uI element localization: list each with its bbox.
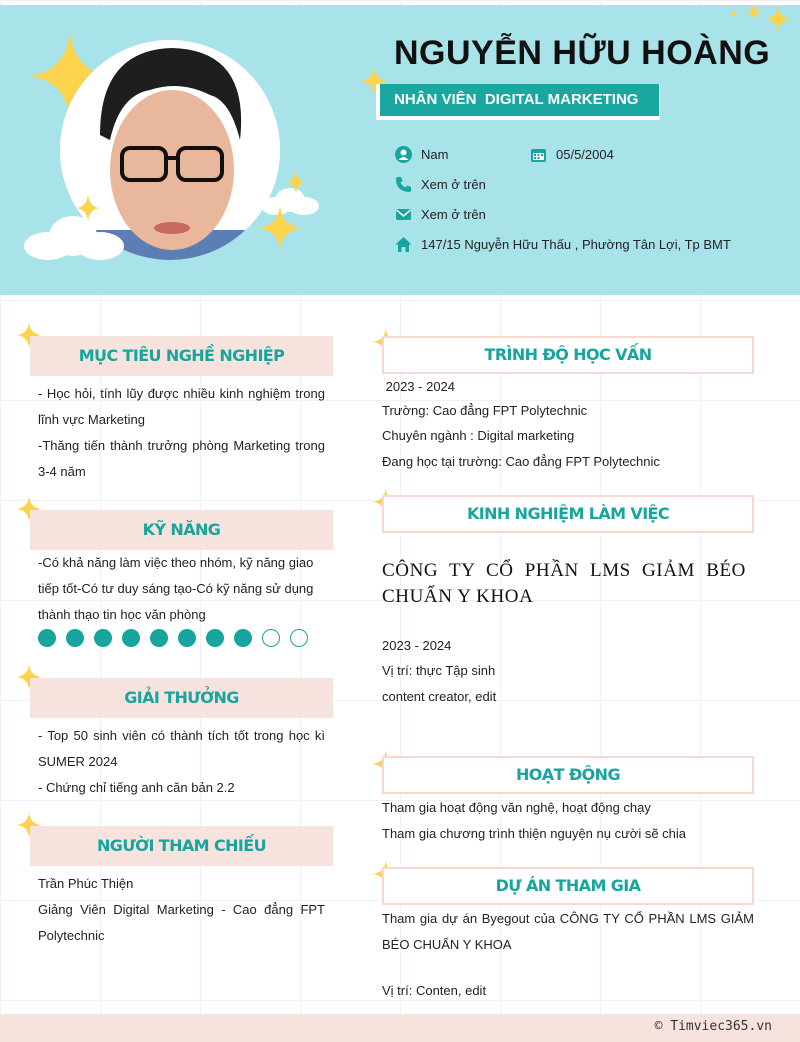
education-heading: TRÌNH ĐỘ HỌC VẤN [382, 336, 754, 374]
references-heading: NGƯỜI THAM CHIẾU [30, 826, 333, 866]
phone-value: Xem ở trên [421, 176, 486, 192]
user-icon [395, 146, 412, 163]
address-value: 147/15 Nguyễn Hữu Thấu , Phường Tân Lợi, Tp BMT [421, 236, 731, 252]
experience-period: 2023 - 2024 [382, 638, 452, 653]
skill-rating-dot [290, 629, 308, 647]
footer [0, 1014, 800, 1042]
objective-line-2: -Thăng tiến thành trưởng phòng Marketing trong 3-4 năm [38, 438, 325, 479]
candidate-name: NGUYỄN HỮU HOÀNG [394, 34, 771, 72]
skill-rating-dot [150, 629, 168, 647]
experience-duties: content creator, edit [382, 689, 497, 704]
gender-value: Nam [421, 146, 449, 162]
copyright-text: © Timviec365.vn [654, 1019, 772, 1034]
skill-rating-dot [262, 629, 280, 647]
education-major: Chuyên ngành : Digital marketing [382, 428, 575, 443]
reference-position: Giảng Viên Digital Marketing - Cao đẳng FPT Polytechnic [38, 902, 325, 943]
skills-heading: KỸ NĂNG [30, 510, 333, 550]
experience-heading: KINH NGHIỆM LÀM VIỆC [382, 495, 754, 533]
objective-heading: MỤC TIÊU NGHỀ NGHIỆP [30, 336, 333, 376]
skill-rating-dot [122, 629, 140, 647]
experience-company: CÔNG TY CỔ PHẦN LMS GIẢM BÉO CHUẨN Y KHOA [382, 560, 746, 607]
experience-position: Vị trí: thực Tập sinh [382, 663, 496, 678]
skill-rating-dot [206, 629, 224, 647]
candidate-role: NHÂN VIÊN DIGITAL MARKETING [380, 84, 659, 116]
reference-name: Trần Phúc Thiện [38, 876, 134, 891]
projects-heading: DỰ ÁN THAM GIA [382, 867, 754, 905]
skill-rating [38, 629, 308, 647]
sparkle-icon [724, 4, 794, 34]
skill-rating-dot [94, 629, 112, 647]
calendar-icon [530, 146, 547, 163]
gender-row [395, 144, 448, 164]
sparkle-icon [76, 194, 100, 222]
skills-text: -Có khả năng làm việc theo nhóm, kỹ năng giao tiếp tốt-Có tư duy sáng tạo-Có kỹ năng sử dụng thành thạo tin học văn phòng [38, 555, 314, 622]
role-banner [376, 84, 660, 120]
skill-rating-dot [66, 629, 84, 647]
award-line-1: - Top 50 sinh viên có thành tích tốt trong học kì SUMER 2024 [38, 728, 325, 769]
sparkle-icon [286, 170, 306, 194]
envelope-icon [395, 206, 412, 223]
project-position: Vị trí: Conten, edit [382, 983, 487, 998]
activities-heading: HOẠT ĐỘNG [382, 756, 754, 794]
project-description: Tham gia dự án Byegout của CÔNG TY CỔ PHẦN LMS GIẢM BÉO CHUẨN Y KHOA [382, 911, 754, 952]
scalloped-edge [0, 262, 800, 302]
email-row [395, 204, 486, 224]
email-value: Xem ở trên [421, 206, 486, 222]
award-line-2: - Chứng chỉ tiếng anh căn bản 2.2 [38, 780, 235, 795]
skill-rating-dot [234, 629, 252, 647]
awards-heading: GIẢI THƯỞNG [30, 678, 333, 718]
skill-rating-dot [38, 629, 56, 647]
sparkle-icon [258, 206, 302, 250]
phone-icon [395, 176, 412, 193]
education-school: Trường: Cao đẳng FPT Polytechnic [382, 403, 588, 418]
birthdate-value: 05/5/2004 [556, 146, 614, 162]
birthdate-row [530, 144, 614, 164]
education-period: 2023 - 2024 [382, 379, 456, 394]
phone-row [395, 174, 486, 194]
cloud-icon [18, 212, 128, 262]
skill-rating-dot [178, 629, 196, 647]
activity-line-1: Tham gia hoạt động văn nghệ, hoạt động chạy [382, 800, 651, 815]
home-icon [395, 236, 412, 253]
activity-line-2: Tham gia chương trình thiện nguyện nụ cười sẽ chia [382, 826, 687, 841]
address-row [395, 234, 731, 254]
education-status: Đang học tại trường: Cao đẳng FPT Polytechnic [382, 454, 660, 469]
objective-line-1: - Học hỏi, tính lũy được nhiều kinh nghiệm trong lĩnh vực Marketing [38, 386, 325, 427]
